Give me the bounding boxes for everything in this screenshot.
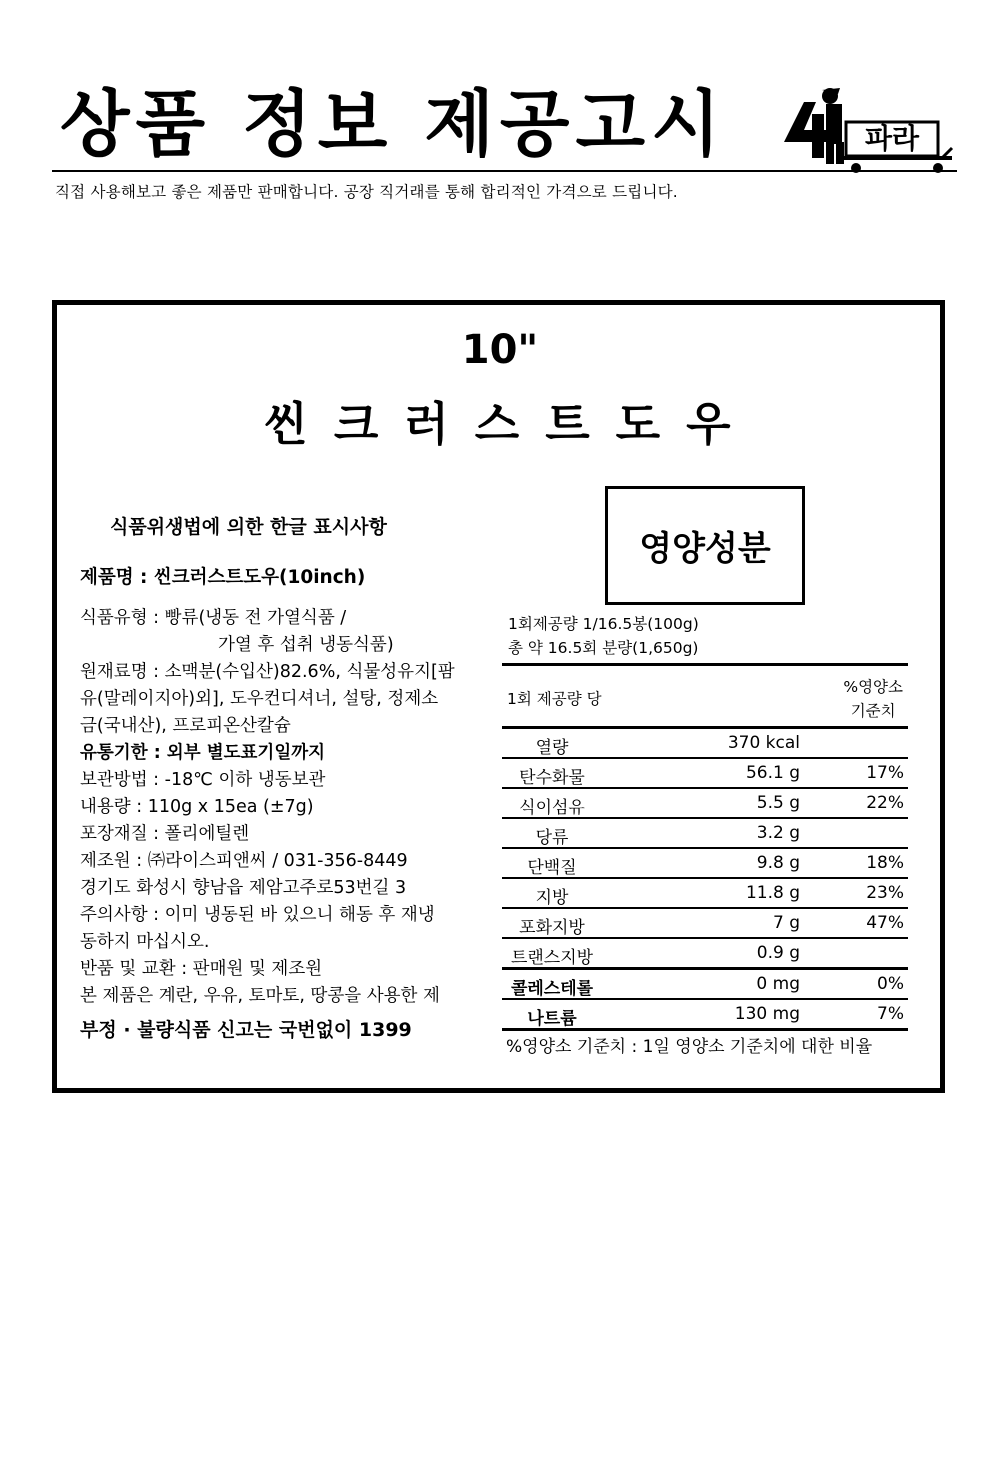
nutrient-amount: 56.1 g <box>745 763 800 783</box>
nutrient-name: 지방 <box>535 888 569 908</box>
label-column <box>80 512 465 1006</box>
nutrient-name: 당류 <box>535 828 569 848</box>
nutrient-name: 콜레스테롤 <box>510 979 594 999</box>
nutrient-amount: 0 mg <box>756 974 800 994</box>
info-line: 주의사항 : 이미 냉동된 바 있으니 해동 후 재냉 <box>80 905 435 925</box>
table-row <box>502 849 908 877</box>
product-name: 씬크러스트도우 <box>263 397 757 451</box>
per-serving-label: 1회 제공량 당 <box>507 690 602 708</box>
nutrient-pct: 17% <box>866 763 904 783</box>
daily-value-header-line: 기준치 <box>850 702 896 720</box>
nutrient-pct: 47% <box>866 913 904 933</box>
info-line: 유(말레이지아)외], 도우컨디셔너, 설탕, 정제소 <box>80 689 439 709</box>
page-title: 상품 정보 제공고시 <box>60 82 727 166</box>
info-line: 식품유형 : 빵류(냉동 전 가열식품 / <box>80 608 347 628</box>
table-row <box>502 909 908 937</box>
nutrient-amount: 9.8 g <box>756 853 800 873</box>
table-row <box>502 789 908 817</box>
label-info <box>80 605 465 1006</box>
nutrient-name: 열량 <box>535 738 569 758</box>
serving-total: 총 약 16.5회 분량(1,650g) <box>508 639 699 657</box>
info-line: 경기도 화성시 향남읍 제암고주로53번길 3 <box>80 878 407 898</box>
page-subtitle: 직접 사용해보고 좋은 제품만 판매합니다. 공장 직거래를 통해 합리적인 가격으로 드립니다. <box>55 183 678 201</box>
product-size: 10" <box>461 327 539 373</box>
nutrient-amount: 7 g <box>772 913 800 933</box>
table-row <box>502 819 908 847</box>
info-line: 내용량 : 110g x 15ea (±7g) <box>80 797 314 817</box>
label-heading: 식품위생법에 의한 한글 표시사항 <box>110 516 387 538</box>
nutrient-amount: 0.9 g <box>756 943 800 963</box>
nutrient-pct: 23% <box>866 883 904 903</box>
info-line: 제조원 : ㈜라이스피앤씨 / 031-356-8449 <box>80 851 408 871</box>
nutrient-amount: 3.2 g <box>756 823 800 843</box>
info-line: 본 제품은 계란, 우유, 토마토, 땅콩을 사용한 제 <box>80 986 440 1006</box>
nutrient-name: 탄수화물 <box>519 768 585 788</box>
info-line: 동하지 마십시오. <box>80 932 210 952</box>
nutrition-title-box <box>605 486 805 605</box>
info-line: 가열 후 섭취 냉동식품) <box>218 635 394 655</box>
nutrient-amount: 370 kcal <box>727 733 800 753</box>
daily-value-header <box>843 675 903 723</box>
table-row <box>502 939 908 967</box>
info-line: 보관방법 : -18℃ 이하 냉동보관 <box>80 770 326 790</box>
product-name-line: 제품명 : 씬크러스트도우(10inch) <box>80 567 366 588</box>
figure-icon <box>784 102 830 158</box>
nutrient-amount: 130 mg <box>734 1004 800 1024</box>
table-row <box>502 759 908 787</box>
nutrient-name: 단백질 <box>527 858 577 878</box>
cart-wheel-icon <box>933 163 943 173</box>
serving-info <box>508 612 699 660</box>
logo-text: 파라 <box>864 122 920 155</box>
report-line: 부정 · 불량식품 신고는 국번없이 1399 <box>80 1019 412 1041</box>
nutrient-name: 나트륨 <box>527 1009 577 1029</box>
nutrient-name: 포화지방 <box>519 918 585 938</box>
nutrient-pct: 22% <box>866 793 904 813</box>
info-line: 포장재질 : 폴리에틸렌 <box>80 824 250 844</box>
nutrition-title: 영양성분 <box>639 529 771 569</box>
serving-size: 1회제공량 1/16.5봉(100g) <box>508 615 699 633</box>
table-row <box>502 879 908 907</box>
nutrient-name: 식이섬유 <box>519 798 585 818</box>
nutrient-name: 트랜스지방 <box>510 948 594 968</box>
nutrition-table <box>502 663 908 1031</box>
daily-value-header-line: %영양소 <box>843 678 903 696</box>
nutrient-amount: 5.5 g <box>756 793 800 813</box>
info-line: 반품 및 교환 : 판매원 및 제조원 <box>80 959 323 979</box>
brand-logo <box>782 84 954 176</box>
nutrient-pct: 0% <box>877 974 904 994</box>
info-line: 금(국내산), 프로피온산칼슘 <box>80 716 291 736</box>
table-row <box>502 729 908 757</box>
cart-wheel-icon <box>851 163 861 173</box>
nutrient-pct: 18% <box>866 853 904 873</box>
nutrient-pct: 7% <box>877 1004 904 1024</box>
table-row <box>502 970 908 998</box>
daily-value-footnote: %영양소 기준치 : 1일 영양소 기준치에 대한 비율 <box>506 1037 873 1057</box>
table-header <box>502 666 908 726</box>
table-row <box>502 1000 908 1028</box>
info-line: 원재료명 : 소맥분(수입산)82.6%, 식물성유지[팜 <box>80 662 455 682</box>
nutrient-amount: 11.8 g <box>745 883 800 903</box>
info-line: 유통기한 : 외부 별도표기일까지 <box>80 743 326 763</box>
